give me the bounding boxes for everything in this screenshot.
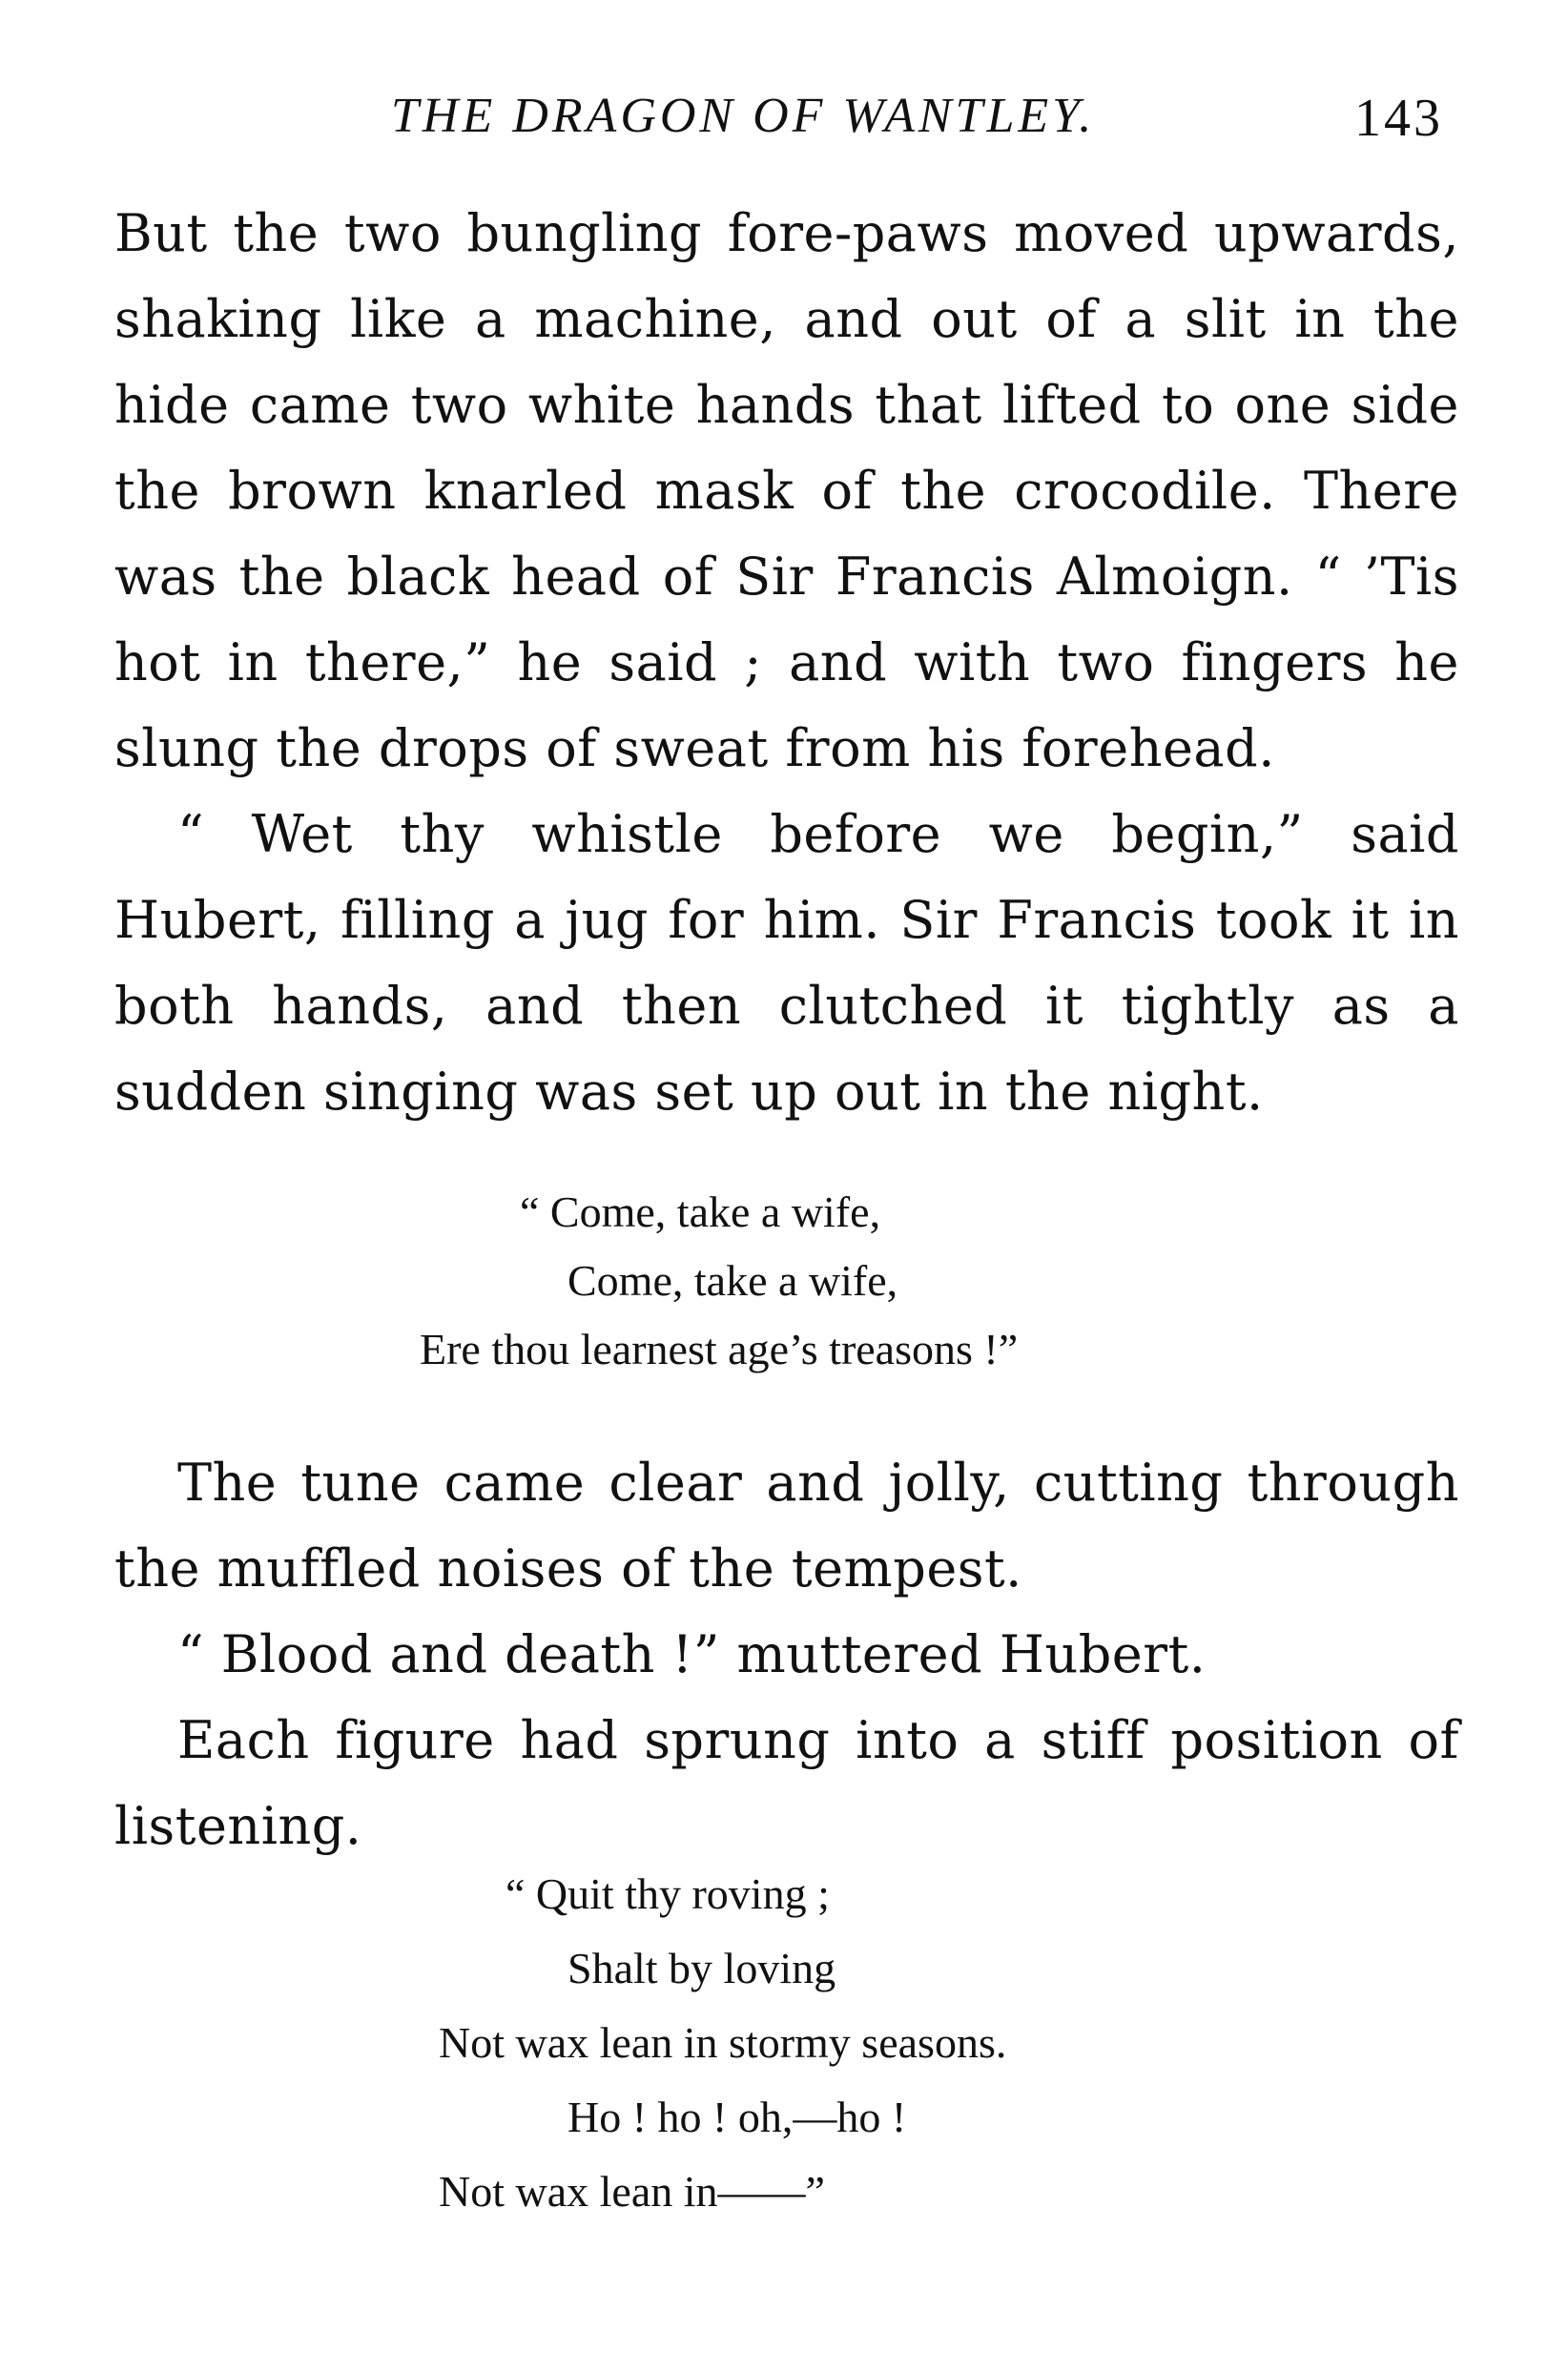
song-2-line-5: Not wax lean in——” [439, 2167, 825, 2216]
paragraph-2: “ Wet thy whistle before we begin,” said Hubert, filling a jug for him. Sir Francis took it in both hands, and then clutched it tightly as a sudden singing was set up out in the night. [114, 804, 1459, 1122]
song-2-line-2: Shalt by loving [567, 1944, 836, 1992]
song-1-line-3: Ere thou learnest age’s treasons !” [420, 1325, 1019, 1373]
song-1-line-1: “ Come, take a wife, [520, 1187, 881, 1236]
song-2-line-4: Ho ! ho ! oh,—ho ! [567, 2093, 907, 2141]
page-number: 143 [1354, 89, 1443, 148]
song-2-line-3: Not wax lean in stormy seasons. [439, 2018, 1007, 2067]
paragraph-5: Each figure had sprung into a stiff position of listening. [114, 1710, 1459, 1856]
paragraph-1: But the two bungling fore-paws moved upwards, shaking like a machine, and out of a slit in the hide came two white hands that lifted to one side the brown knarled mask of the crocodile. There was the black head of Sir Francis Almoign. “ ’Tis hot in there,” he said ; and with two fingers he slung the drops of sweat from his forehead. [114, 203, 1459, 778]
running-head: THE DRAGON OF WANTLEY. [391, 89, 1096, 143]
song-2-line-1: “ Quit thy roving ; [505, 1869, 830, 1918]
paragraph-4: “ Blood and death !” muttered Hubert. [177, 1624, 1207, 1684]
song-1-line-2: Come, take a wife, [567, 1256, 898, 1305]
paragraph-3: The tune came clear and jolly, cutting through the muffled noises of the tempest. [114, 1453, 1459, 1599]
